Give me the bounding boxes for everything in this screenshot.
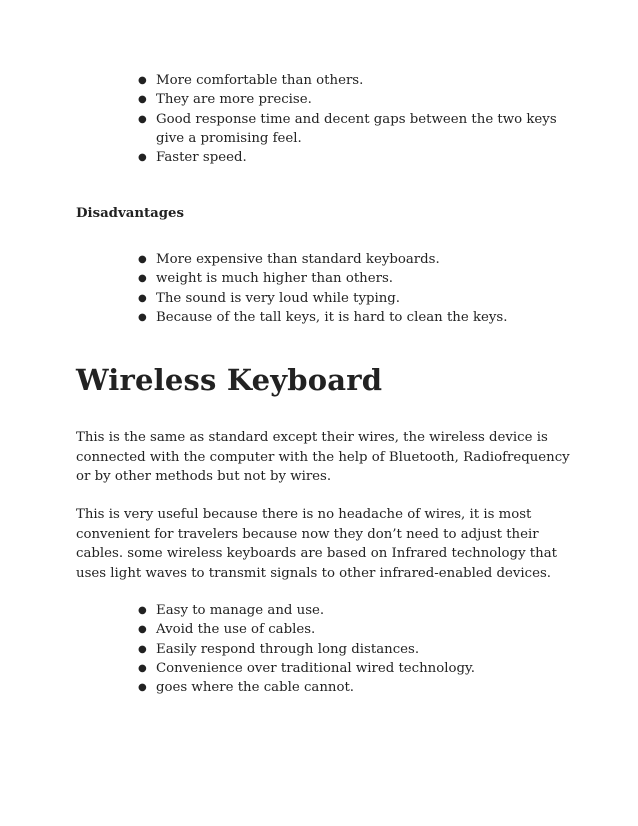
list-item: ● The sound is very loud while typing. <box>138 289 578 308</box>
list-item: ● Good response time and decent gaps between the two keys give a promising feel. <box>138 110 578 149</box>
list-item: ● weight is much higher than others. <box>138 269 578 288</box>
list-item: ● Easily respond through long distances. <box>138 640 578 659</box>
wireless-paragraph-2: This is very useful because there is no headache of wires, it is most convenient for travelers because now they don’t need to adjust their cables. some wireless keyboards are based on Infrared technology that uses light waves to transmit signals to other infrared-enabled devices. <box>76 507 557 581</box>
list-item: ● goes where the cable cannot. <box>138 678 578 697</box>
list-item: ● Avoid the use of cables. <box>138 620 578 639</box>
list-item: ● They are more precise. <box>138 90 578 109</box>
wireless-paragraph-1: This is the same as standard except their wires, the wireless device is connected with the computer with the help of Bluetooth, Radiofrequency or by other methods but not by wires. <box>76 430 570 484</box>
list-item: ● Easy to manage and use. <box>138 601 578 620</box>
wireless-keyboard-heading: Wireless Keyboard <box>76 363 383 397</box>
list-item: ● Convenience over traditional wired technology. <box>138 659 578 678</box>
disadvantages-heading: Disadvantages <box>76 206 184 221</box>
disadvantages-list <box>138 250 578 327</box>
list-item: ● More expensive than standard keyboards. <box>138 250 578 269</box>
wireless-features-list <box>138 601 578 697</box>
advantages-list <box>138 71 578 167</box>
list-item: ● More comfortable than others. <box>138 71 578 90</box>
list-item: ● Because of the tall keys, it is hard to clean the keys. <box>138 308 578 327</box>
list-item: ● Faster speed. <box>138 148 578 167</box>
